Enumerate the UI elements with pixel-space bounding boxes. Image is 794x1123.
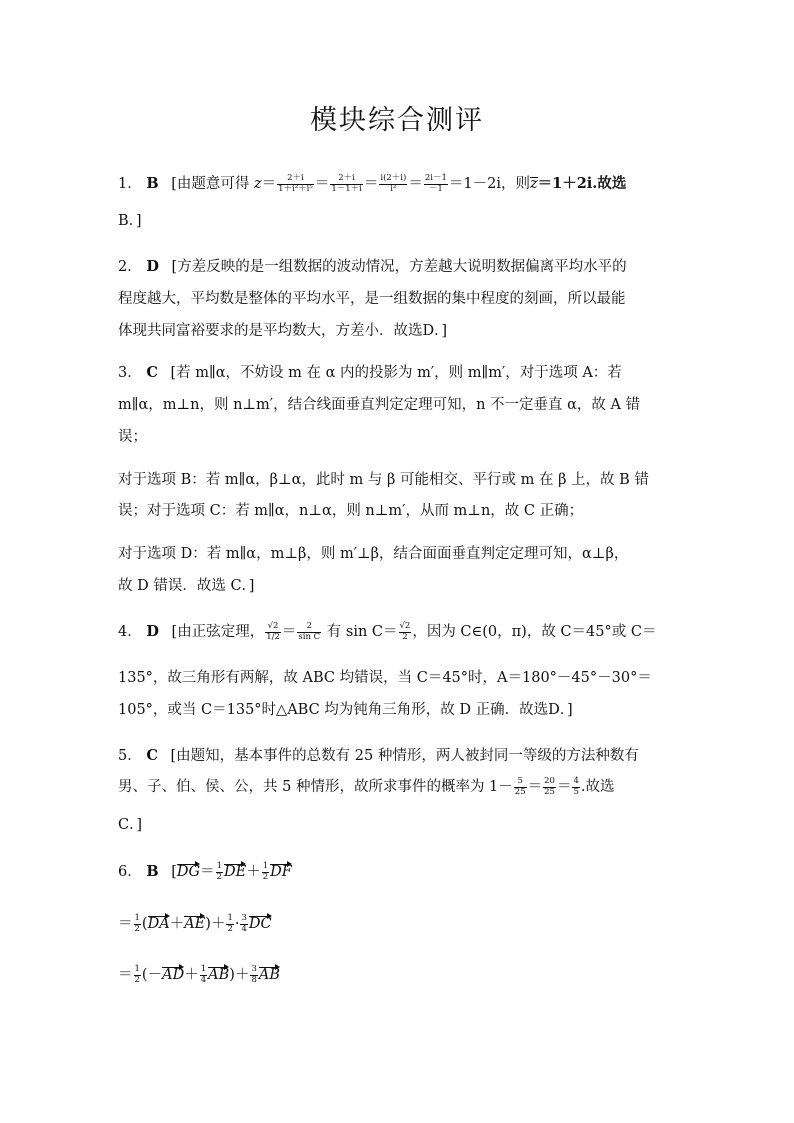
plus: ＋ bbox=[184, 967, 199, 983]
numerator: 3 bbox=[251, 963, 257, 974]
q4-answer: D bbox=[146, 623, 159, 640]
answer-3-line-3: 误； bbox=[118, 429, 147, 445]
answer-2-line-1 bbox=[118, 255, 627, 276]
numerator: i(2＋i) bbox=[380, 172, 407, 183]
denominator: i² bbox=[390, 183, 397, 194]
answer-1-line-1 bbox=[118, 172, 626, 194]
q1-answer: B bbox=[146, 175, 159, 192]
q6-answer: B bbox=[146, 863, 159, 880]
answer-4-line-2: 135°，故三角形有两解，故 ABC 均错误，当 C＝45°时，A＝180°－45°－30°＝ bbox=[118, 670, 652, 686]
denominator: 2 bbox=[262, 871, 269, 882]
denominator: 8 bbox=[251, 974, 257, 985]
numerator: 2＋i bbox=[277, 174, 314, 185]
equals: ＝ bbox=[556, 779, 572, 795]
page-title: 模块综合测评 bbox=[310, 105, 484, 136]
fraction bbox=[543, 777, 556, 798]
q5-tail: .故选 bbox=[580, 779, 615, 795]
answer-2-line-2: 程度越大，平均数是整体的平均水平，是一组数据的集中程度的刻画，所以最能 bbox=[118, 291, 626, 307]
denominator: 2 bbox=[134, 923, 140, 934]
q5-text-2: 男、子、伯、侯、公，共 5 种情形，故所求事件的概率为 1－ bbox=[118, 779, 513, 795]
numerator: √2 bbox=[399, 620, 411, 631]
vector-ad: AD bbox=[162, 967, 185, 983]
answer-3-line-4: 对于选项 B：若 m∥α，β⊥α，此时 m 与 β 可能相交、平行或 m 在 β 上，故 B 错 bbox=[118, 472, 649, 488]
denominator: 4 bbox=[200, 974, 207, 985]
paren: ) bbox=[205, 916, 211, 932]
fraction bbox=[514, 777, 527, 798]
q4-tail: ，因为 C∈(0，π)，故 C＝45°或 C＝ bbox=[412, 624, 657, 640]
q5-answer: C bbox=[146, 747, 158, 764]
numerator: 1 bbox=[134, 963, 140, 974]
vector-dc: DC bbox=[248, 916, 272, 932]
equals: ＝ bbox=[314, 176, 330, 192]
fraction bbox=[216, 862, 223, 883]
numerator: 4 bbox=[573, 775, 579, 786]
denominator: 25 bbox=[514, 786, 526, 797]
fraction bbox=[297, 622, 321, 643]
q1-rest-2: ＝1＋2i.故选 bbox=[537, 175, 627, 192]
equals: ＝ bbox=[363, 176, 379, 192]
vector-ab: AB bbox=[258, 967, 280, 983]
paren: ( bbox=[141, 916, 148, 932]
q2-number: 2． bbox=[118, 259, 142, 275]
fraction bbox=[330, 174, 363, 195]
numerator: 1 bbox=[262, 860, 269, 871]
numerator: 3 bbox=[241, 912, 247, 923]
fraction bbox=[265, 622, 281, 643]
answer-1-line-2: B．] bbox=[118, 213, 142, 229]
answer-5-line-2 bbox=[118, 775, 614, 797]
answer-5-line-1 bbox=[118, 744, 639, 765]
q6-number: 6． bbox=[118, 864, 142, 880]
paren: ( bbox=[141, 967, 148, 983]
fraction bbox=[226, 914, 233, 935]
z-conjugate: z bbox=[529, 176, 538, 192]
answer-6-line-3 bbox=[118, 963, 280, 985]
q5-text-1: [由题知，基本事件的总数有 25 种情形，两人被封同一等级的方法种数有 bbox=[170, 748, 639, 764]
equals: ＝ bbox=[281, 624, 297, 640]
denominator: 25 bbox=[544, 786, 555, 797]
equals: ＝ bbox=[527, 779, 543, 795]
fraction bbox=[134, 914, 141, 935]
fraction bbox=[572, 777, 579, 798]
denominator: sin C bbox=[298, 631, 321, 642]
fraction bbox=[424, 174, 448, 195]
fraction bbox=[277, 174, 314, 195]
plus: ＋ bbox=[246, 864, 261, 880]
plus: ＋ bbox=[234, 967, 250, 983]
answer-4-line-1 bbox=[118, 620, 656, 642]
q3-answer: C bbox=[146, 364, 158, 381]
numerator: √2 bbox=[265, 622, 281, 633]
fraction bbox=[134, 965, 141, 986]
numerator: 1 bbox=[216, 860, 223, 871]
answer-2-line-3: 体现共同富裕要求的是平均数大，方差小．故选D．] bbox=[118, 323, 448, 339]
numerator: 20 bbox=[544, 775, 555, 786]
q1-rest: ＝1－2i，则 bbox=[448, 176, 530, 192]
denominator: 2 bbox=[227, 923, 233, 934]
q4-lead: [由正弦定理， bbox=[171, 624, 265, 640]
vector-dg: DG bbox=[176, 864, 201, 880]
numerator: 5 bbox=[514, 777, 527, 788]
answer-3-line-2: m∥α，m⊥n，则 n⊥m′，结合线面垂直判定定理可知，n 不一定垂直 α，故 A 错 bbox=[118, 397, 641, 413]
denominator: 1－1＋i bbox=[331, 183, 362, 194]
numerator: 2＋i bbox=[330, 174, 363, 185]
denominator: 1/2 bbox=[266, 631, 280, 642]
q2-answer: D bbox=[146, 258, 159, 275]
q4-mid: 有 sin C＝ bbox=[322, 624, 398, 640]
vector-de: DE bbox=[224, 864, 247, 880]
paren: ) bbox=[229, 967, 235, 983]
answer-4-line-3: 105°，或当 C＝135°时△ABC 均为钝角三角形，故 D 正确．故选D．] bbox=[118, 702, 573, 718]
equals: ＝ bbox=[261, 176, 277, 192]
denominator: 1＋i²＋i⁵ bbox=[278, 183, 313, 194]
plus: ＋ bbox=[210, 916, 226, 932]
equals: ＝ bbox=[408, 176, 423, 192]
denominator: 2 bbox=[134, 974, 140, 985]
bracket: [ bbox=[171, 864, 177, 880]
numerator: 1 bbox=[227, 912, 233, 923]
answer-5-line-3: C．] bbox=[118, 817, 143, 833]
q2-text-1: [方差反映的是一组数据的波动情况，方差越大说明数据偏离平均水平的 bbox=[171, 259, 627, 275]
q1-lead: [由题意可得 bbox=[171, 176, 250, 192]
equals: ＝ bbox=[200, 864, 215, 880]
dot: · bbox=[234, 916, 240, 932]
answer-3-line-7: 故 D 错误．故选 C．] bbox=[118, 578, 255, 594]
answer-3-line-6: 对于选项 D：若 m∥α，m⊥β，则 m′⊥β，结合面面垂直判定定理可知，α⊥β， bbox=[118, 546, 629, 562]
q4-number: 4． bbox=[118, 624, 142, 640]
fraction bbox=[379, 174, 407, 195]
numerator: 2i－1 bbox=[424, 172, 447, 183]
equals: ＝ bbox=[118, 967, 133, 983]
plus: ＋ bbox=[169, 916, 185, 932]
denominator: －1 bbox=[428, 183, 443, 194]
fraction bbox=[200, 965, 207, 986]
vector-ab: AB bbox=[208, 967, 230, 983]
numerator: 2 bbox=[297, 622, 321, 633]
answer-6-line-1 bbox=[118, 860, 292, 882]
answer-3-line-1 bbox=[118, 361, 622, 382]
numerator: 1 bbox=[134, 912, 140, 923]
answer-3-line-5: 误；对于选项 C：若 m∥α，n⊥α，则 n⊥m′，从而 m⊥n，故 C 正确； bbox=[118, 503, 584, 519]
denominator: 2 bbox=[402, 631, 408, 642]
q3-number: 3． bbox=[118, 365, 142, 381]
fraction bbox=[250, 965, 257, 986]
numerator: 1 bbox=[200, 963, 207, 974]
q3-text-1: [若 m∥α，不妨设 m 在 α 内的投影为 m′，则 m∥m′，对于选项 A：若 bbox=[170, 365, 622, 381]
equals: ＝ bbox=[118, 916, 133, 932]
fraction bbox=[262, 862, 269, 883]
vector-da: DA bbox=[147, 916, 170, 932]
vector-ae: AE bbox=[184, 916, 206, 932]
denominator: 4 bbox=[241, 923, 247, 934]
fraction bbox=[399, 622, 412, 643]
q5-number: 5． bbox=[118, 748, 142, 764]
denominator: 5 bbox=[573, 786, 579, 797]
denominator: 2 bbox=[216, 871, 223, 882]
q1-number: 1． bbox=[118, 176, 142, 192]
fraction bbox=[240, 914, 247, 935]
q1-z: z bbox=[254, 176, 262, 192]
answer-6-line-2 bbox=[118, 912, 272, 934]
minus: － bbox=[147, 967, 163, 983]
vector-df: DF bbox=[270, 864, 292, 880]
